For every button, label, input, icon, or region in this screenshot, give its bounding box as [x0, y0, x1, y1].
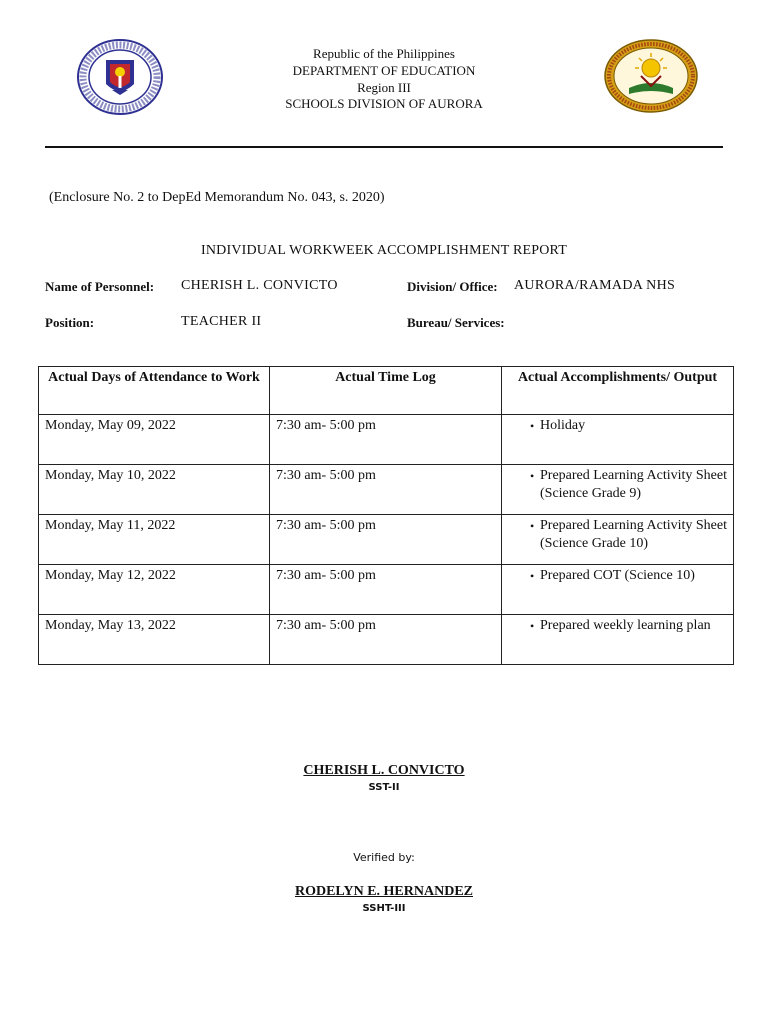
- cell-output: [502, 465, 734, 515]
- accomplishment-table: [38, 366, 734, 665]
- table-row: [39, 565, 734, 615]
- cell-output: [502, 415, 734, 465]
- division-value: AURORA/RAMADA NHS: [514, 278, 676, 293]
- column-header-accomplishments: Actual Accomplishments/ Output: [502, 367, 734, 415]
- output-text: Prepared Learning Activity Sheet (Science Grade 10): [540, 518, 727, 551]
- position-value: TEACHER II: [181, 314, 262, 329]
- name-label: Name of Personnel:: [45, 279, 155, 294]
- header-division: SCHOOLS DIVISION OF AURORA: [285, 96, 483, 111]
- bullet-icon: •: [530, 469, 535, 483]
- cell-time: 7:30 am- 5:00 pm: [270, 465, 502, 515]
- cell-day: Monday, May 10, 2022: [39, 465, 270, 515]
- position-label: Position:: [45, 315, 95, 330]
- cell-time: 7:30 am- 5:00 pm: [270, 415, 502, 465]
- bullet-icon: •: [530, 419, 535, 433]
- bullet-icon: •: [530, 519, 535, 533]
- bureau-label: Bureau/ Services:: [407, 315, 505, 330]
- prepared-by-title: SST-II: [368, 782, 400, 793]
- cell-time: 7:30 am- 5:00 pm: [270, 565, 502, 615]
- cell-day: Monday, May 09, 2022: [39, 415, 270, 465]
- cell-day: Monday, May 12, 2022: [39, 565, 270, 615]
- prepared-by-name: CHERISH L. CONVICTO: [303, 763, 465, 778]
- header-republic: Republic of the Philippines: [313, 46, 455, 61]
- table-header-row: [39, 367, 734, 415]
- table-row: [39, 465, 734, 515]
- cell-day: Monday, May 11, 2022: [39, 515, 270, 565]
- table-row: [39, 415, 734, 465]
- column-header-days: Actual Days of Attendance to Work: [39, 367, 270, 415]
- cell-output: [502, 565, 734, 615]
- verifier-title: SSHT-III: [362, 903, 406, 914]
- verifier-name: RODELYN E. HERNANDEZ: [294, 884, 473, 899]
- cell-output: [502, 615, 734, 665]
- cell-day: Monday, May 13, 2022: [39, 615, 270, 665]
- table-row: [39, 515, 734, 565]
- output-text: Prepared COT (Science 10): [540, 568, 695, 583]
- cell-time: 7:30 am- 5:00 pm: [270, 515, 502, 565]
- verified-by-label: Verified by:: [353, 851, 415, 864]
- enclosure-note: (Enclosure No. 2 to DepEd Memorandum No. 043, s. 2020): [49, 190, 385, 205]
- header-region: Region III: [357, 80, 411, 95]
- table-row: [39, 615, 734, 665]
- division-label: Division/ Office:: [407, 279, 498, 294]
- cell-output: [502, 515, 734, 565]
- header-department: DEPARTMENT OF EDUCATION: [292, 63, 476, 78]
- output-text: Prepared weekly learning plan: [540, 618, 711, 633]
- output-text: Prepared Learning Activity Sheet (Science Grade 9): [540, 468, 727, 501]
- output-text: Holiday: [540, 418, 586, 433]
- bullet-icon: •: [530, 619, 535, 633]
- cell-time: 7:30 am- 5:00 pm: [270, 615, 502, 665]
- name-value: CHERISH L. CONVICTO: [181, 278, 338, 293]
- bullet-icon: •: [530, 569, 535, 583]
- column-header-time-log: Actual Time Log: [270, 367, 502, 415]
- header-divider: [45, 146, 723, 148]
- report-title: INDIVIDUAL WORKWEEK ACCOMPLISHMENT REPORT: [200, 243, 568, 258]
